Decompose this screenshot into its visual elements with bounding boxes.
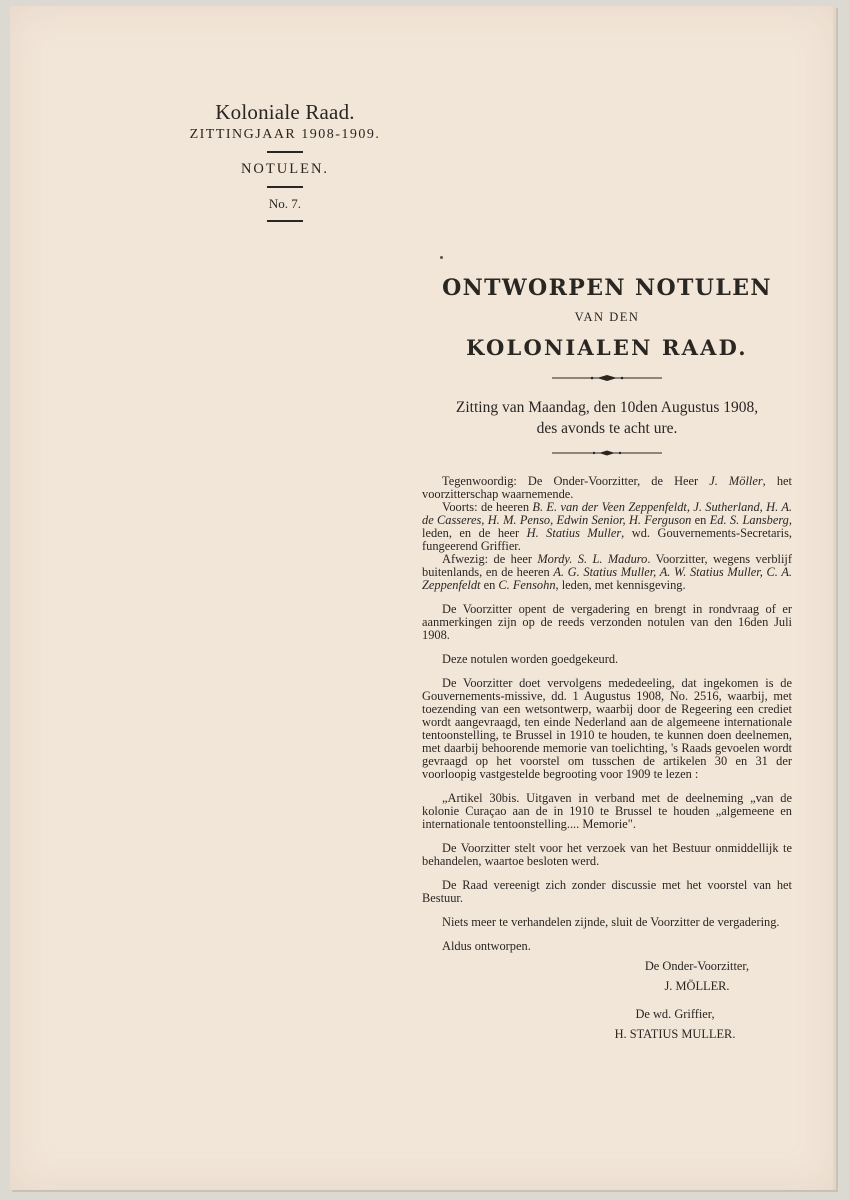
signer-name: J. MÖLLER. bbox=[664, 979, 730, 993]
header-rule bbox=[267, 220, 303, 222]
header-rule bbox=[267, 151, 303, 153]
signer-name: H. STATIUS MULLER. bbox=[614, 1027, 736, 1041]
paragraph: De Voorzitter opent de vergadering en brengt in rondvraag of er aanmerkingen zijn op de reeds verzonden notulen van den 16den Juli 1908. bbox=[422, 602, 792, 642]
ornament-divider bbox=[552, 449, 662, 457]
signer-role: De Onder-Voorzitter, bbox=[644, 959, 750, 973]
left-header bbox=[170, 100, 400, 230]
ornament-divider bbox=[552, 374, 662, 382]
attendance-also: Voorts: de heeren B. E. van der Veen Zeppenfeldt, J. Sutherland, H. A. de Casseres, H. M. Penso, Edwin Senior, H. Ferguson en Ed. S. Lansberg, leden, en de heer H. Statius Muller, wd. Gouvernements-Secretaris, fungeerend Griffier. bbox=[422, 500, 793, 553]
paragraph: De Voorzitter stelt voor het verzoek van het Bestuur onmiddellijk te behandelen, waartoe besloten werd. bbox=[422, 841, 792, 868]
session-time: des avonds te acht ure. bbox=[536, 420, 678, 437]
print-dot bbox=[440, 256, 443, 259]
doc-title: ONTWORPEN NOTULEN bbox=[442, 275, 772, 301]
signature-chairman bbox=[612, 956, 782, 996]
quoted-article: „Artikel 30bis. Uitgaven in verband met de deelneming „van de kolonie Curaçao aan de in 1910 te Brussel te houden „algemeene en internationale tentoonstelling.... Memorie". bbox=[422, 791, 792, 831]
session-date: Zitting van Maandag, den 10den Augustus 1908, bbox=[455, 399, 759, 416]
doc-title-connector: VAN DEN bbox=[574, 310, 640, 324]
signatures bbox=[422, 940, 792, 1044]
doc-subtitle: KOLONIALEN RAAD. bbox=[466, 335, 748, 360]
signer-role: De wd. Griffier, bbox=[635, 1007, 715, 1021]
attendance-present: Tegenwoordig: De Onder-Voorzitter, de Heer J. Möller, het voorzitterschap waarnemende. bbox=[422, 474, 792, 501]
signature-clerk bbox=[590, 1004, 760, 1044]
paragraph: De Raad vereenigt zich zonder discussie met het voorstel van het Bestuur. bbox=[422, 878, 792, 905]
closing-statement: Aldus ontworpen. bbox=[442, 939, 531, 953]
org-name: Koloniale Raad. bbox=[215, 100, 355, 124]
attendance-absent: Afwezig: de heer Mordy. S. L. Maduro. Voorzitter, wegens verblijf buitenlands, en de heeren A. G. Statius Muller, A. W. Statius Muller, C. A. Zeppenfeldt en C. Fensohn, leden, met kennisgeving. bbox=[422, 552, 793, 592]
main-column bbox=[422, 275, 792, 1044]
minutes-body bbox=[422, 475, 792, 929]
document-number: No. 7. bbox=[268, 196, 302, 211]
header-rule bbox=[267, 186, 303, 188]
session-info bbox=[422, 397, 792, 439]
paragraph: Niets meer te verhandelen zijnde, sluit de Voorzitter de vergadering. bbox=[442, 915, 780, 929]
section-label: NOTULEN. bbox=[240, 161, 330, 177]
paragraph: De Voorzitter doet vervolgens mededeeling, dat ingekomen is de Gouvernements-missive, dd. 1 Augustus 1908, No. 2516, waarbij, met toezending van een wetsontwerp, waarbij door de Regeering een crediet wordt aangevraagd, ten einde Nederland aan de algemeene internationale tentoonstelling, te Brussel in 1910 te houden, te kunnen doen deelnemen, met daarbij behoorende memorie van toelichting, 's Raads gevoelen wordt gevraagd op het voorstel om tusschen de artikelen 30 en 31 der voorloopig vastgestelde begrooting voor 1909 te lezen : bbox=[422, 676, 792, 781]
paragraph: Deze notulen worden goedgekeurd. bbox=[442, 652, 619, 666]
page-edge bbox=[833, 6, 836, 1190]
session-year: ZITTINGJAAR 1908-1909. bbox=[189, 127, 381, 142]
